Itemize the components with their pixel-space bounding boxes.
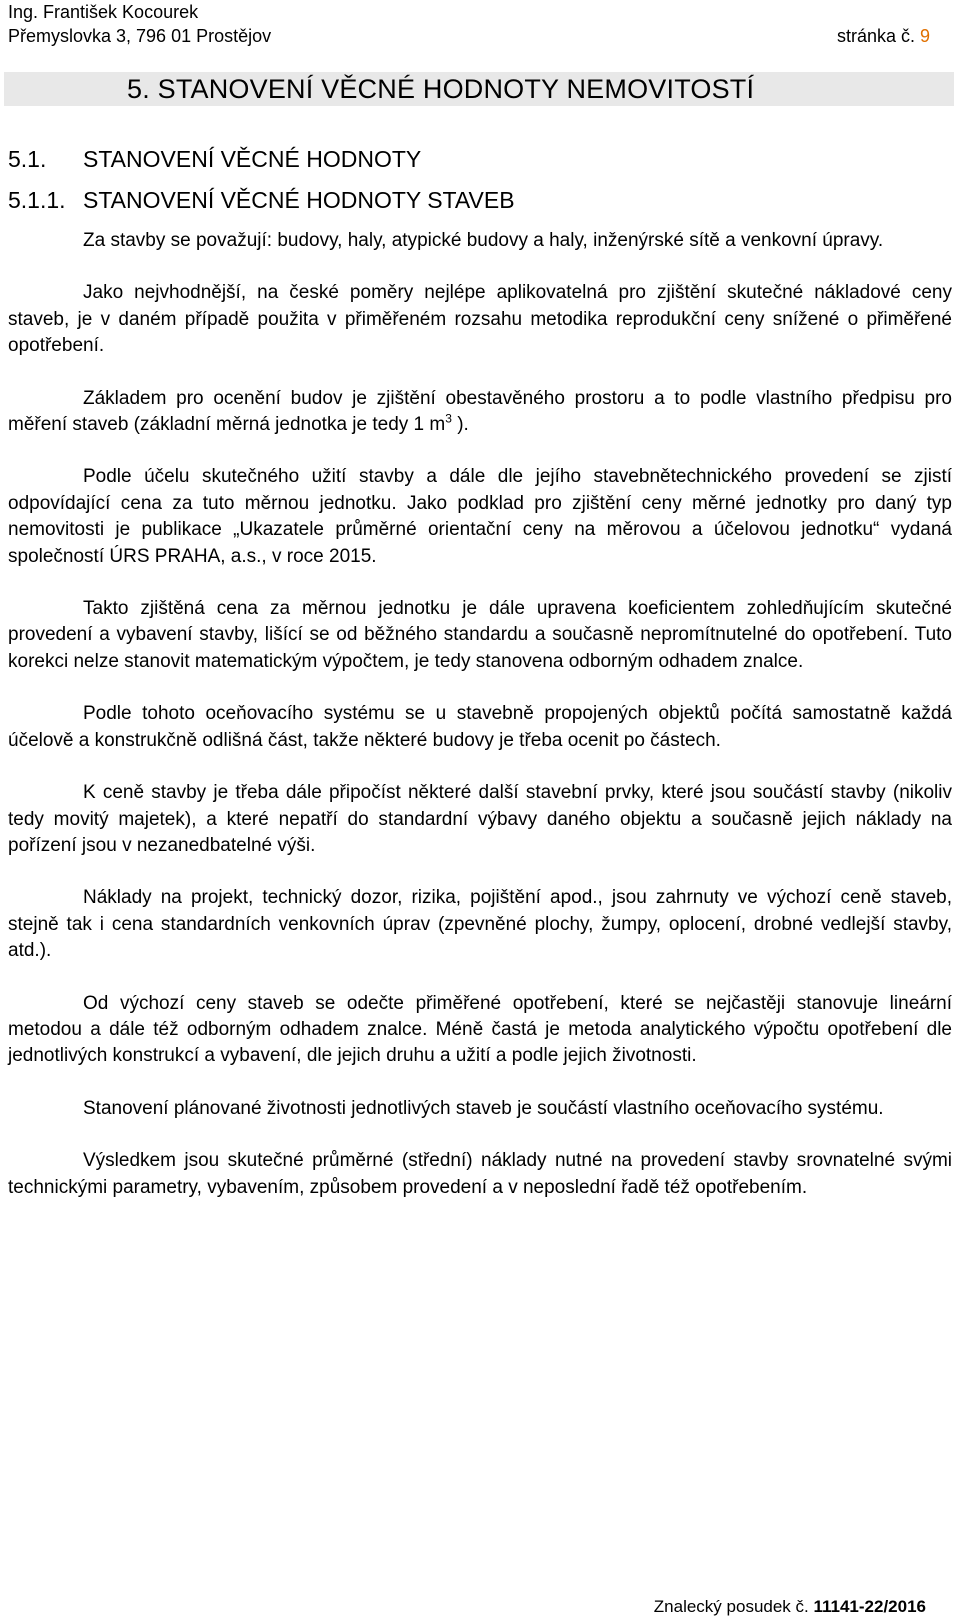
paragraph: Podle tohoto oceňovacího systému se u stavebně propojených objektů počítá samostatně každá účelově a konstrukčně odlišná část, takže některé budovy je třeba ocenit po částech. — [8, 703, 952, 751]
footer-label: Znalecký posudek č. — [653, 1597, 814, 1616]
paragraph: Takto zjištěná cena za měrnou jednotku je dále upravena koeficientem zohledňujícím skutečné provedení a vybavení stavby, lišící se od běžného standardu a současně nepromítnutelné do opotřebení. Tuto korekci nelze stanovit matematickým výpočtem, je tedy stanovena odborným odhadem znalce. — [8, 598, 952, 672]
page-header — [8, 0, 954, 48]
page-footer — [654, 1596, 926, 1618]
body-text — [8, 228, 952, 1201]
page-number-value: 9 — [919, 26, 930, 46]
author-address: Přemyslovka 3, 796 01 Prostějov — [8, 26, 272, 46]
page-number — [837, 24, 930, 48]
subsection-heading — [8, 185, 515, 215]
paragraph-text: Základem pro ocenění budov je zjištění obestavěného prostoru a to podle vlastního předpisu pro měření staveb (základní měrná jednotka je tedy 1 m — [8, 387, 952, 436]
subsection-title: STANOVENÍ VĚCNÉ HODNOTY STAVEB — [83, 187, 515, 213]
subsection-number: 5.1.1. — [8, 187, 66, 213]
page-label: stránka č. — [836, 26, 920, 46]
section-number: 5.1. — [8, 146, 47, 172]
section-title: STANOVENÍ VĚCNÉ HODNOTY — [83, 146, 422, 172]
paragraph: Výsledkem jsou skutečné průměrné (střední) náklady nutné na provedení stavby srovnatelné svými technickými parametry, vybavením, způsobem provedení a v neposlední řadě též opotřebením. — [8, 1150, 952, 1198]
paragraph: Stanovení plánované životnosti jednotlivých staveb je součástí vlastního oceňovacího systému. — [83, 1097, 884, 1119]
section-heading — [8, 144, 421, 174]
author-name: Ing. František Kocourek — [8, 2, 199, 22]
footer-number: 11141-22/2016 — [813, 1597, 926, 1616]
paragraph: Náklady na projekt, technický dozor, rizika, pojištění apod., jsou zahrnuty ve výchozí ceně staveb, stejně tak i cena standardních venkovních úprav (zpevněné plochy, žumpy, oplocení, drobné vedlejší stavby, atd.). — [8, 887, 952, 962]
paragraph: K ceně stavby je třeba dále připočíst některé další stavební prvky, které jsou součástí stavby (nikoliv tedy movitý majetek), a které nepatří do standardní výbavy daného objektu a současně jejich náklady na pořízení jsou v nezanedbatelné výši. — [8, 782, 952, 856]
paragraph: Jako nejvhodnější, na české poměry nejlépe aplikovatelná pro zjištění skutečné nákladové ceny staveb, je v daném případě použita v přiměřeném rozsahu metodika reprodukční ceny snížené o přiměřené opotřebení. — [8, 282, 952, 357]
paragraph: Od výchozí ceny staveb se odečte přiměřené opotřebení, které se nejčastěji stanovuje lineární metodou a dále též odborným odhadem znalce. Méně častá je metoda analytického výpočtu opotřebení dle jednotlivých konstrukcí a vybavení, dle jejich druhu a užití a podle jejich životnosti. — [8, 992, 952, 1067]
chapter-title-bar — [4, 72, 954, 106]
paragraph — [8, 386, 952, 439]
paragraph: Za stavby se považují: budovy, haly, atypické budovy a haly, inženýrské sítě a venkovní úpravy. — [83, 230, 884, 251]
unit-superscript: 3 — [445, 411, 452, 426]
paragraph: Podle účelu skutečného užití stavby a dále dle jejího stavebnětechnického provedení se zjistí odpovídající cena za tuto měrnou jednotku. Jako podklad pro zjištění ceny měrné jednotky pro daný typ nemovitosti je publikace „Ukazatele průměrné orientační ceny na měrovou a účelovou jednotku“ vydaná společností ÚRS PRAHA, a.s., v roce 2015. — [8, 466, 952, 567]
chapter-title: 5. STANOVENÍ VĚCNÉ HODNOTY NEMOVITOSTÍ — [127, 74, 755, 104]
paragraph-text-end: ). — [451, 414, 469, 436]
